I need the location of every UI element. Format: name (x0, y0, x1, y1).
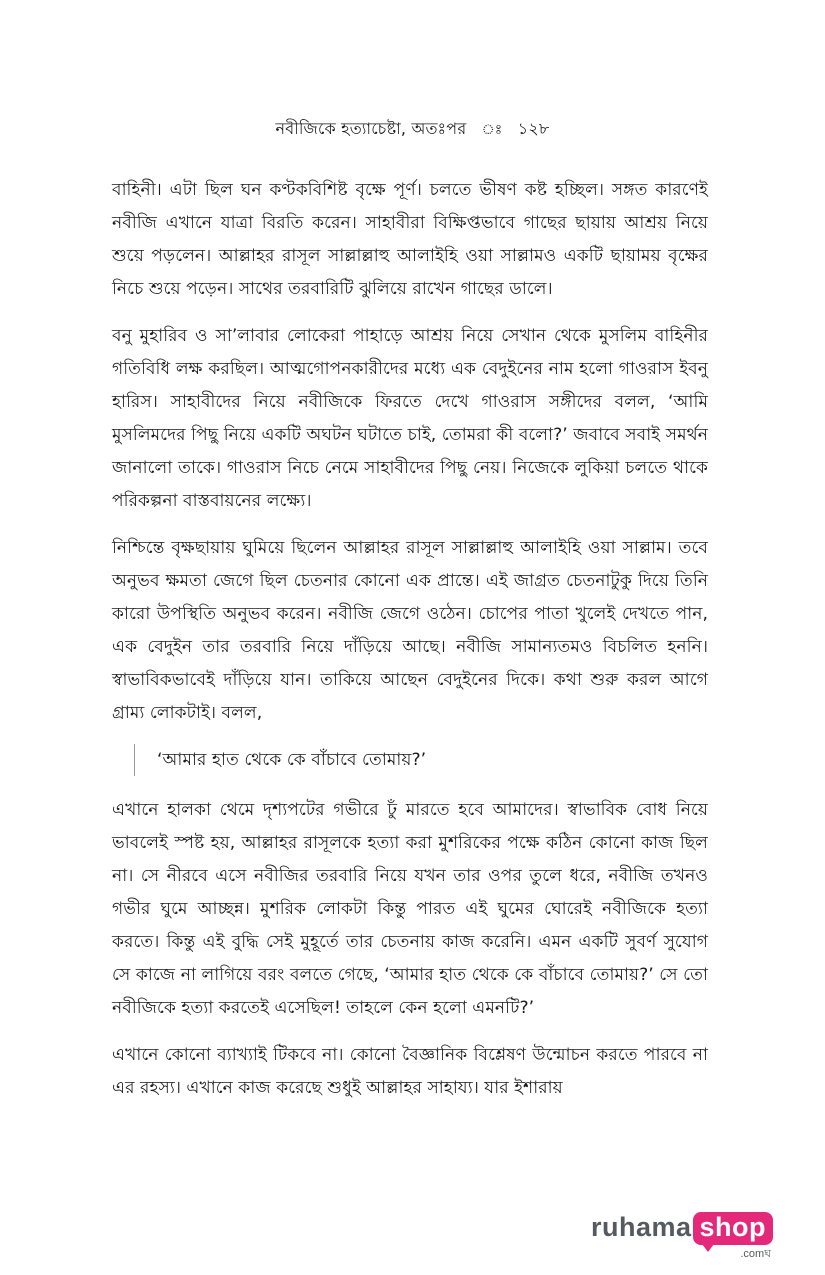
block-quote: ‘আমার হাত থেকে কে বাঁচাবে তোমায়?’ (134, 744, 708, 776)
paragraph: এখানে কোনো ব্যাখ্যাই টিকবে না। কোনো বৈজ্ঞানিক বিশ্লেষণ উন্মোচন করতে পারবে না এর রহস্য। এখানে কাজ করেছে শুধুই আল্লাহর সাহায্য। যার ইশারায় (112, 1045, 708, 1098)
paragraph: এখানে হালকা থেমে দৃশ্যপটের গভীরে ঢুঁ মারতে হবে আমাদের। স্বাভাবিক বোধ নিয়ে ভাবলেই স্পষ্ট হয়, আল্লাহর রাসূলকে হত্যা করা মুশরিকের পক্ষে কঠিন কোনো কাজ ছিল না। সে নীরবে এসে নবীজির তরবারি নিয়ে যখন তার ওপর তুলে ধরে, নবীজি তখনও গভীর ঘুমে আচ্ছন্ন। মুশরিক লোকটা কিন্তু পারত এই ঘুমের ঘোরেই নবীজিকে হত্যা করতে। কিন্তু এই বুদ্ধি সেই মুহূর্তে তার চেতনায় কাজ করেনি। এমন একটি সুবর্ণ সুযোগ সে কাজে না লাগিয়ে বরং বলতে গেছে, ‘আমার হাত থেকে কে বাঁচাবে তোমায়?’ সে তো নবীজিকে হত্যা করতেই এসেছিল! তাহলে কেন হলো এমনটি?’ (112, 800, 708, 1018)
paragraph: বনু মুহারিব ও সা’লাবার লোকেরা পাহাড়ে আশ্রয় নিয়ে সেখান থেকে মুসলিম বাহিনীর গতিবিধি লক্ষ করছিল। আত্মগোপনকারীদের মধ্যে এক বেদুইনের নাম হলো গাওরাস ইবনু হারিস। সাহাবীদের নিয়ে নবীজিকে ফিরতে দেখে গাওরাস সঙ্গীদের বলল, ‘আমি মুসলিমদের পিছু নিয়ে একটি অঘটন ঘটাতে চাই, তোমরা কী বলো?’ জবাবে সবাই সমর্থন জানালো তাকে। গাওরাস নিচে নেমে সাহাবীদের পিছু নেয়। নিজেকে লুকিয়া চলতে থাকে পরিকল্পনা বাস্তবায়নের লক্ষ্যে। (112, 326, 708, 511)
paragraph: নিশ্চিন্তে বৃক্ষছায়ায় ঘুমিয়ে ছিলেন আল্লাহর রাসূল সাল্লাল্লাহু আলাইহি ওয়া সাল্লাম। তবে অনুভব ক্ষমতা জেগে ছিল চেতনার কোনো এক প্রান্তে। এই জাগ্রত চেতনাটুকু দিয়ে তিনি কারো উপস্থিতি অনুভব করেন। নবীজি জেগে ওঠেন। চোপের পাতা খুলেই দেখতে পান, এক বেদুইন তার তরবারি নিয়ে দাঁড়িয়ে আছে। নবীজি সামান্যতমও বিচলিত হননি। স্বাভাবিকভাবেই দাঁড়িয়ে যান। তাকিয়ে আছেন বেদুইনের দিকে। কথা শুরু করল আগে গ্রাম্য লোকটাই। বলল, (112, 538, 708, 723)
page-body (112, 174, 708, 1119)
paragraph: বাহিনী। এটা ছিল ঘন কণ্টকবিশিষ্ট বৃক্ষে পূর্ণ। চলতে ভীষণ কষ্ট হচ্ছিল। সঙ্গত কারণেই নবীজি এখানে যাত্রা বিরতি করেন। সাহাবীরা বিক্ষিপ্তভাবে গাছের ছায়ায় আশ্রয় নিয়ে শুয়ে পড়লেন। আল্লাহর রাসূল সাল্লাল্লাহু আলাইহি ওয়া সাল্লামও একটি ছায়াময় বৃক্ষের নিচে শুয়ে পড়েন। সাথের তরবারিটি ঝুলিয়ে রাখেন গাছের ডালে। (112, 180, 708, 299)
chapter-title: নবীজিকে হত্যাচেষ্টা, অতঃপর (275, 119, 467, 138)
running-header (0, 116, 825, 143)
header-separator: ঃ (481, 122, 503, 138)
ruhamashop-logo (590, 1212, 773, 1260)
logo-domain: .comঘ (740, 1248, 771, 1260)
logo-prefix: ruhama (590, 1212, 692, 1242)
logo-shop-badge: shop (693, 1212, 774, 1245)
page-number: ১২৮ (517, 119, 550, 138)
